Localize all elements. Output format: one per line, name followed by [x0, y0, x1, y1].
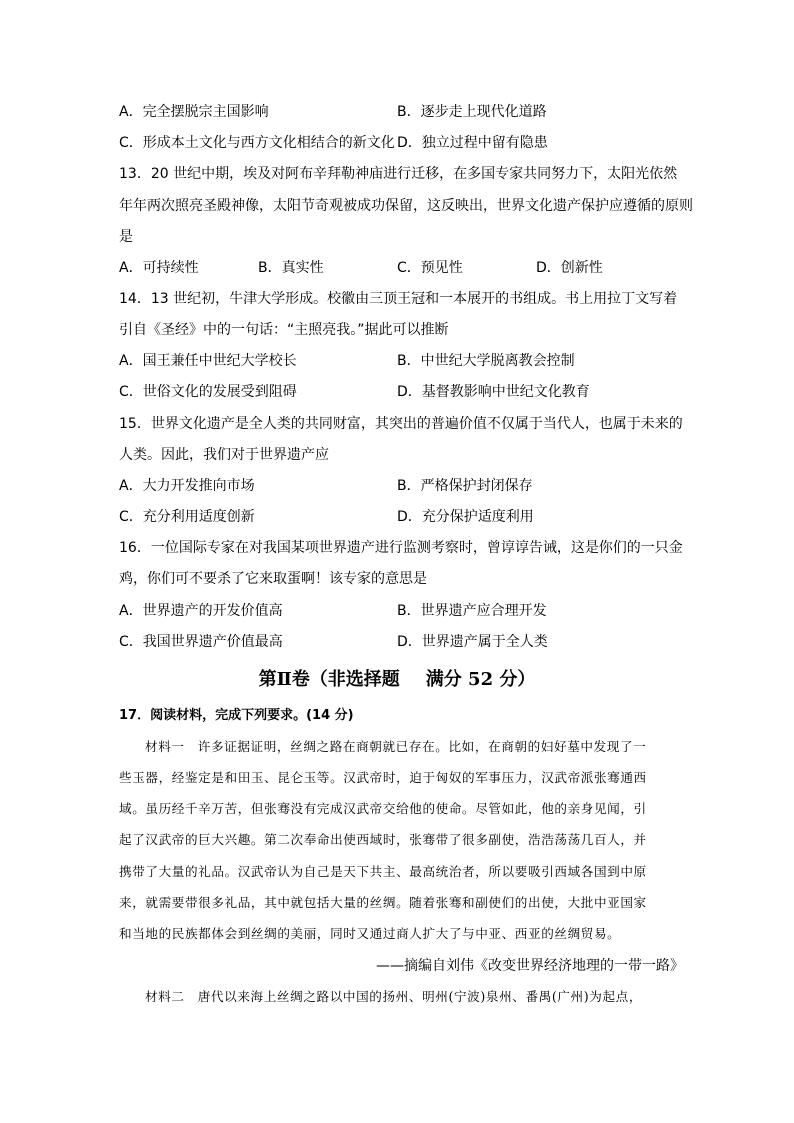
- q13-option-b: B．真实性: [258, 260, 324, 276]
- q15-option-d: D．充分保护适度利用: [397, 509, 534, 525]
- q13-option-a: A．可持续性: [119, 260, 199, 276]
- q16-stem-line: 鸡，你们可不要杀了它来取蛋啊！该专家的意思是: [119, 571, 427, 587]
- material1-line: 来，就需要带很多礼品，其中就包括大量的丝绸。随着张骞和副使们的出使，大批中亚国家: [119, 895, 647, 910]
- q17-heading: 17．阅读材料，完成下列要求。(14 分): [119, 708, 354, 723]
- q14-option-a: A．国王兼任中世纪大学校长: [119, 353, 297, 369]
- q12-option-d: D．独立过程中留有隐患: [397, 135, 548, 151]
- q14-stem-line: 引自《圣经》中的一句话：“主照亮我。”据此可以推断: [119, 322, 449, 338]
- q14-stem-line: 14．13 世纪初，牛津大学形成。校徽由三顶王冠和一本展开的书组成。书上用拉丁文写着: [119, 291, 678, 307]
- q15-option-c: C．充分利用适度创新: [119, 509, 255, 525]
- material1-line: 些玉器，经鉴定是和田玉、昆仑玉等。汉武帝时，迫于匈奴的军事压力，汉武帝派张骞通西: [119, 770, 647, 785]
- q14-option-b: B．中世纪大学脱离教会控制: [397, 353, 575, 369]
- material1-line: 材料一 许多证据证明，丝绸之路在商朝就已存在。比如，在商朝的妇好墓中发现了一: [145, 739, 647, 754]
- q12-option-a: A．完全摆脱宗主国影响: [119, 104, 269, 120]
- q14-option-d: D．基督教影响中世纪文化教育: [397, 384, 590, 400]
- q15-option-a: A．大力开发推向市场: [119, 478, 255, 494]
- q14-option-c: C．世俗文化的发展受到阻碍: [119, 384, 297, 400]
- q15-stem-line: 15．世界文化遗产是全人类的共同财富，其突出的普遍价值不仅属于当代人，也属于未来的: [119, 416, 683, 432]
- section-title-left: 第Ⅱ卷（非选择题: [258, 669, 400, 690]
- material1-line: 域。虽历经千辛万苦，但张骞没有完成汉武帝交给他的使命。尽管如此，他的亲身见闻，引: [119, 801, 647, 816]
- q15-option-b: B．严格保护封闭保存: [397, 478, 533, 494]
- q16-option-d: D．世界遗产属于全人类: [397, 634, 548, 650]
- q13-option-c: C．预见性: [397, 260, 463, 276]
- q13-stem-line: 年年两次照亮圣殿神像，太阳节奇观被成功保留，这反映出，世界文化遗产保护应遵循的原则: [119, 198, 693, 214]
- q16-option-b: B．世界遗产应合理开发: [397, 603, 547, 619]
- q16-option-a: A．世界遗产的开发价值高: [119, 603, 283, 619]
- q13-stem-line: 是: [119, 229, 133, 245]
- material1-line: 携带了大量的礼品。汉武帝认为自己是天下共主、最高统治者，所以要吸引西域各国到中原: [119, 864, 647, 879]
- material1-line: 起了汉武帝的巨大兴趣。第二次奉命出使西域时，张骞带了很多副使，浩浩荡荡几百人，并: [119, 832, 647, 847]
- q16-option-c: C．我国世界遗产价值最高: [119, 634, 283, 650]
- material1-line: 和当地的民族都体会到丝绸的美丽，同时又通过商人扩大了与中亚、西亚的丝绸贸易。: [119, 926, 621, 941]
- q16-stem-line: 16．一位国际专家在对我国某项世界遗产进行监测考察时，曾谆谆告诫，这是你们的一只金: [119, 540, 683, 556]
- q12-option-c: C．形成本土文化与西方文化相结合的新文化: [119, 135, 395, 151]
- section-title-right: 满分 52 分）: [425, 669, 536, 690]
- q13-option-d: D．创新性: [536, 260, 603, 276]
- section-title: [0, 668, 794, 692]
- q15-stem-line: 人类。因此，我们对于世界遗产应: [119, 447, 329, 463]
- material1-citation: ——摘编自刘伟《改变世界经济地理的一带一路》: [376, 958, 684, 974]
- q12-option-b: B．逐步走上现代化道路: [397, 104, 547, 120]
- q13-stem-line: 13．20 世纪中期，埃及对阿布辛拜勒神庙进行迁移，在多国专家共同努力下，太阳光依然: [119, 166, 678, 182]
- material2-line: 材料二 唐代以来海上丝绸之路以中国的扬州、明州(宁波)泉州、番禺(广州)为起点，: [145, 989, 643, 1004]
